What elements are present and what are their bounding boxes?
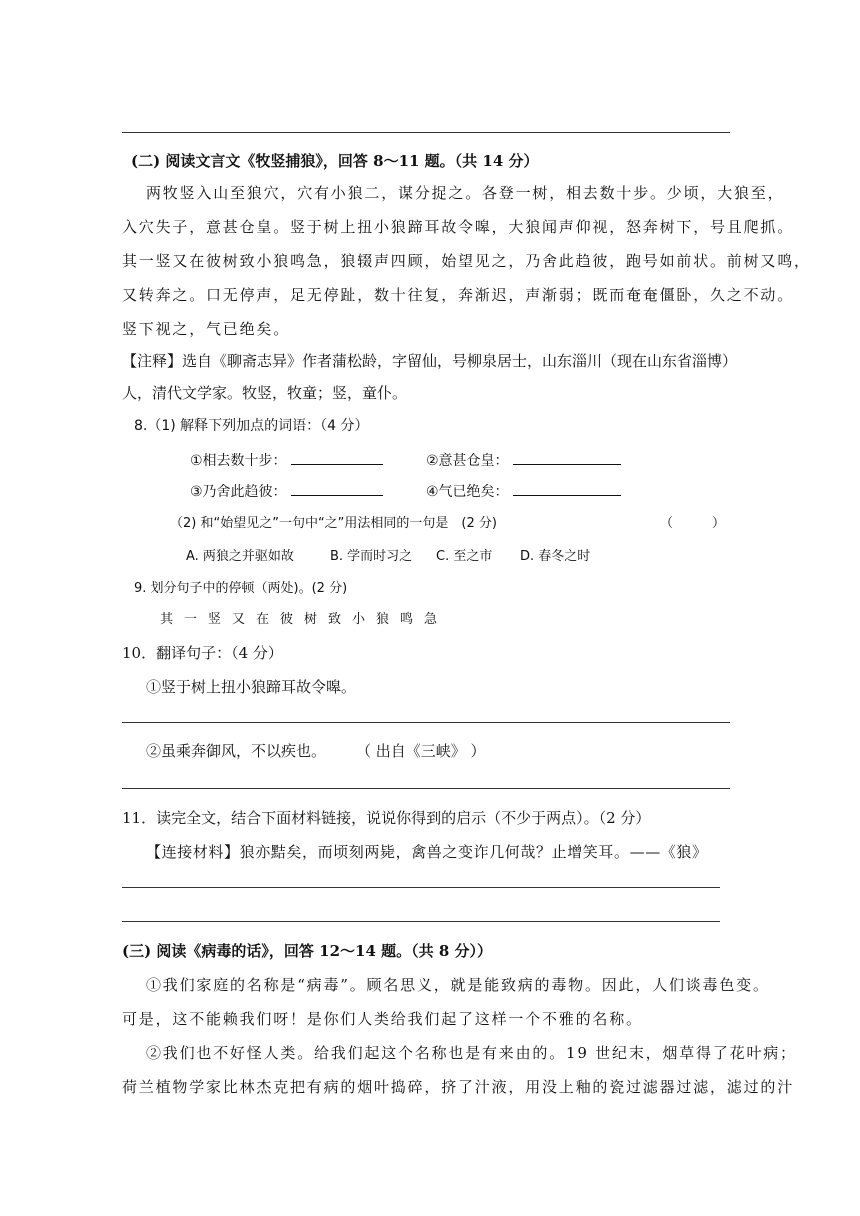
answer-line[interactable]: [122, 722, 730, 723]
q8-item-label: ①相去数十步：: [190, 453, 287, 469]
answer-blank[interactable]: [291, 481, 383, 496]
section3-line: 可是，这不能赖我们呀！是你们人类给我们起了这样一个不雅的名称。: [122, 1010, 643, 1028]
passage-line: 两牧竖入山至狼穴，穴有小狼二，谋分捉之。各登一树，相去数十步。少顷，大狼至，: [146, 184, 785, 202]
section3-line: ①我们家庭的名称是“病毒”。顾名思义，就是能致病的毒物。因此，人们谈毒色变。: [146, 976, 770, 994]
q8-item-label: ④气已绝矣：: [426, 484, 509, 500]
answer-line[interactable]: [122, 788, 730, 789]
section3-line: 荷兰植物学家比林杰克把有病的烟叶捣碎，挤了汁液，用没上釉的瓷过滤器过滤，滤过的汁: [122, 1078, 795, 1096]
q8-item-label: ②意甚仓皇：: [426, 453, 509, 469]
q8-answer-paren[interactable]: （ ）: [660, 516, 726, 531]
q11-link-material: 【连接材料】狼亦黠矣，而顷刻两毙，禽兽之变诈几何哉？止增笑耳。——《狼》: [146, 843, 708, 861]
q8-option-a[interactable]: A. 两狼之并驱如故: [186, 549, 294, 564]
q10-sentence-1: ①竖于树上扭小狼蹄耳故令嗥。: [146, 678, 357, 696]
q10-sentence-2: ②虽乘奔御风，不以疾也。: [146, 742, 327, 760]
q8-option-b[interactable]: B. 学而时习之: [330, 549, 413, 564]
section3-line: ②我们也不好怪人类。给我们起这个名称也是有来由的。19 世纪末，烟草得了花叶病；: [146, 1044, 797, 1062]
answer-blank[interactable]: [513, 450, 621, 465]
q10-title: 10．翻译句子：（4 分）: [122, 644, 283, 662]
q8-option-d[interactable]: D. 春冬之时: [520, 549, 591, 564]
q8-title: 8.（1) 解释下列加点的词语：（4 分）: [134, 418, 369, 434]
top-divider: [122, 132, 730, 133]
q8-sub2: （2) 和“始望见之”一句中“之”用法相同的一句是 (2 分): [170, 516, 497, 531]
passage-line: 又转奔之。口无停声，足无停趾，数十往复，奔渐迟，声渐弱；既而奄奄僵卧，久之不动。: [122, 286, 795, 304]
answer-blank[interactable]: [513, 481, 621, 496]
answer-blank[interactable]: [291, 450, 383, 465]
q8-item-2: [426, 450, 621, 470]
q8-item-3: [190, 481, 383, 501]
q10-source: （ 出自《三峡》 ）: [356, 742, 486, 760]
passage-line: 入穴失子，意甚仓皇。竖于树上扭小狼蹄耳故令嗥，大狼闻声仰视，怒奔树下，号且爬抓。: [122, 218, 795, 236]
passage-line: 竖下视之，气已绝矣。: [122, 320, 291, 338]
q9-title: 9. 划分句子中的停顿（两处)。(2 分): [134, 581, 348, 596]
passage-line: 其一竖又在彼树致小狼鸣急，狼辍声四顾，始望见之，乃舍此趋彼，跑号如前状。前树又鸣，: [122, 252, 811, 270]
answer-line[interactable]: [122, 887, 720, 888]
note-line: 人，清代文学家。牧竖，牧童；竖，童仆。: [122, 384, 408, 402]
q8-item-1: [190, 450, 383, 470]
q8-item-4: [426, 481, 621, 501]
section2-heading: (二) 阅读文言文《牧竖捕狼》，回答 8～11 题。（共 14 分）: [131, 152, 539, 170]
section3-heading: (三) 阅读《病毒的话》，回答 12～14 题。（共 8 分））: [122, 942, 492, 960]
q8-item-label: ③乃舍此趋彼：: [190, 484, 287, 500]
note-line: 【注释】选自《聊斋志异》作者蒲松龄，字留仙，号柳泉居士，山东淄川（现在山东省淄博）: [122, 352, 738, 370]
q11-title: 11．读完全文，结合下面材料链接，说说你得到的启示（不少于两点）。（2 分）: [122, 809, 651, 827]
q9-sentence: 其一竖又在彼树致小狼鸣急: [160, 612, 449, 627]
q8-option-c[interactable]: C. 至之市: [436, 549, 493, 564]
answer-line[interactable]: [122, 921, 720, 922]
